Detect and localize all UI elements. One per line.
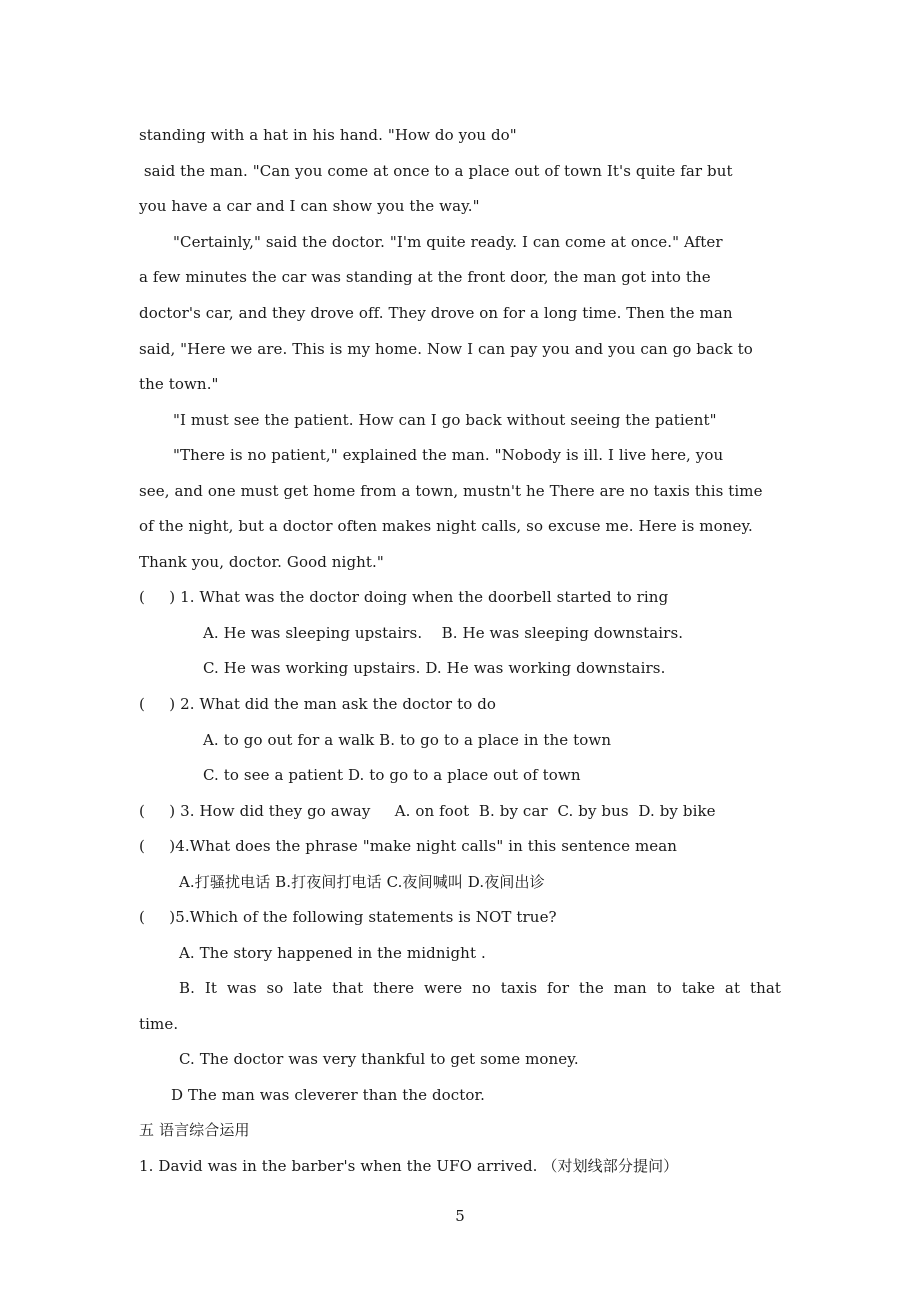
story-line: see, and one must get home from a town, mustn't he There are no taxis this time [139, 482, 763, 500]
story-line: "I must see the patient. How can I go back without seeing the patient" [173, 411, 717, 429]
story-line: of the night, but a doctor often makes night calls, so excuse me. Here is money. [139, 517, 753, 535]
question-4: ( )4.What does the phrase "make night calls" in this sentence mean [139, 837, 678, 855]
question-5-option-a: A. The story happened in the midnight . [179, 944, 486, 962]
section-item-1: 1. David was in the barber's when the UFO arrived. （对划线部分提问） [139, 1157, 679, 1175]
story-line: you have a car and I can show you the way." [139, 197, 480, 215]
story-line: said the man. "Can you come at once to a place out of town It's quite far but [139, 162, 733, 180]
question-2-options-cd: C. to see a patient D. to go to a place out of town [203, 766, 581, 784]
section-heading: 五 语言综合运用 [139, 1121, 250, 1139]
story-line: said, "Here we are. This is my home. Now I can pay you and you can go back to [139, 340, 753, 358]
story-line: "Certainly," said the doctor. "I'm quite ready. I can come at once." After [173, 233, 723, 251]
question-1-options-cd: C. He was working upstairs. D. He was working downstairs. [203, 659, 666, 677]
story-line: the town." [139, 375, 219, 393]
question-5-option-b: B. It was so late that there were no taxis for the man to take at that [179, 979, 781, 997]
page-number: 5 [455, 1207, 465, 1225]
question-3: ( ) 3. How did they go away A. on foot B. by car C. by bus D. by bike [139, 802, 716, 820]
question-2-options-ab: A. to go out for a walk B. to go to a place in the town [203, 731, 612, 749]
question-5-option-d: D The man was cleverer than the doctor. [171, 1086, 486, 1104]
story-line: Thank you, doctor. Good night." [139, 553, 384, 571]
story-line: standing with a hat in his hand. "How do you do" [139, 126, 517, 144]
story-line: "There is no patient," explained the man. "Nobody is ill. I live here, you [173, 446, 724, 464]
question-4-options: A.打骚扰电话 B.打夜间打电话 C.夜间喊叫 D.夜间出诊 [179, 873, 545, 891]
question-2: ( ) 2. What did the man ask the doctor to do [139, 695, 497, 713]
question-1: ( ) 1. What was the doctor doing when the doorbell started to ring [139, 588, 669, 606]
question-1-options-ab: A. He was sleeping upstairs. B. He was sleeping downstairs. [203, 624, 684, 642]
story-line: doctor's car, and they drove off. They drove on for a long time. Then the man [139, 304, 733, 322]
question-5-option-c: C. The doctor was very thankful to get some money. [179, 1050, 579, 1068]
question-5-option-b-continued: time. [139, 1015, 179, 1033]
question-5: ( )5.Which of the following statements is NOT true? [139, 908, 557, 926]
story-line: a few minutes the car was standing at the front door, the man got into the [139, 268, 711, 286]
